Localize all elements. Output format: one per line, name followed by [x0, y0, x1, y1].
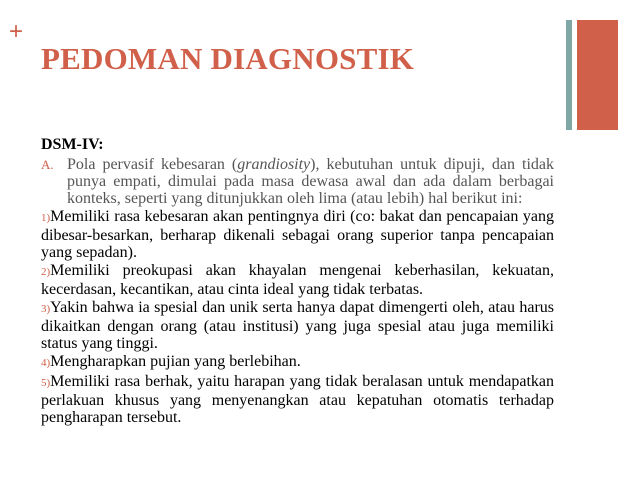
list-item-number: 1)	[41, 212, 51, 224]
list-item	[41, 353, 554, 372]
list-item-text: Mengharapkan pujian yang berlebihan.	[50, 353, 301, 370]
accent-bar-orange	[577, 20, 618, 130]
criterion-a	[41, 156, 554, 207]
list-item-text: Memiliki rasa kebesaran akan pentingnya diri (co: bakat dan pencapaian yang dibesar-besarkan, berharap dikenali sebagai orang superior tanpa pencapaian yang sepadan).	[41, 208, 554, 261]
list-item	[41, 262, 554, 298]
slide-title: PEDOMAN DIAGNOSTIK	[41, 41, 415, 76]
plus-decoration: +	[9, 18, 24, 45]
list-item-number: 4)	[41, 357, 51, 369]
criterion-a-marker: A.	[41, 157, 54, 172]
criterion-a-text-start: Pola pervasif kebesaran (	[67, 156, 238, 173]
list-item-text: Yakin bahwa ia spesial dan unik serta hanya dapat dimengerti oleh, atau harus dikaitkan dengan orang (atau institusi) yang juga spesial atau juga memiliki status yang tinggi.	[41, 299, 554, 352]
slide-body	[41, 135, 554, 426]
dsm-heading: DSM-IV:	[41, 136, 104, 153]
list-item	[41, 208, 554, 261]
list-item-number: 3)	[41, 303, 51, 315]
list-item-text: Memiliki preokupasi akan khayalan mengenai keberhasilan, kekuatan, kecerdasan, kecantikan, atau cinta ideal yang tidak terbatas.	[41, 262, 554, 298]
criterion-a-italic-term: grandiosity	[237, 156, 311, 173]
list-item-number: 5)	[41, 377, 51, 389]
list-item-number: 2)	[41, 266, 51, 278]
list-item	[41, 299, 554, 352]
list-item	[41, 373, 554, 426]
accent-bar-teal	[566, 20, 572, 130]
list-item-text: Memiliki rasa berhak, yaitu harapan yang tidak beralasan untuk mendapatkan perlakuan khusus yang menyenangkan atau kepatuhan otomatis terhadap pengharapan tersebut.	[41, 373, 554, 426]
criterion-a-text-end: ), kebutuhan untuk dipuji, dan tidak punya empati, dimulai pada masa dewasa awal dan ada dalam berbagai konteks, seperti yang ditunjukkan oleh lima (atau lebih) hal berikut ini:	[67, 156, 554, 207]
